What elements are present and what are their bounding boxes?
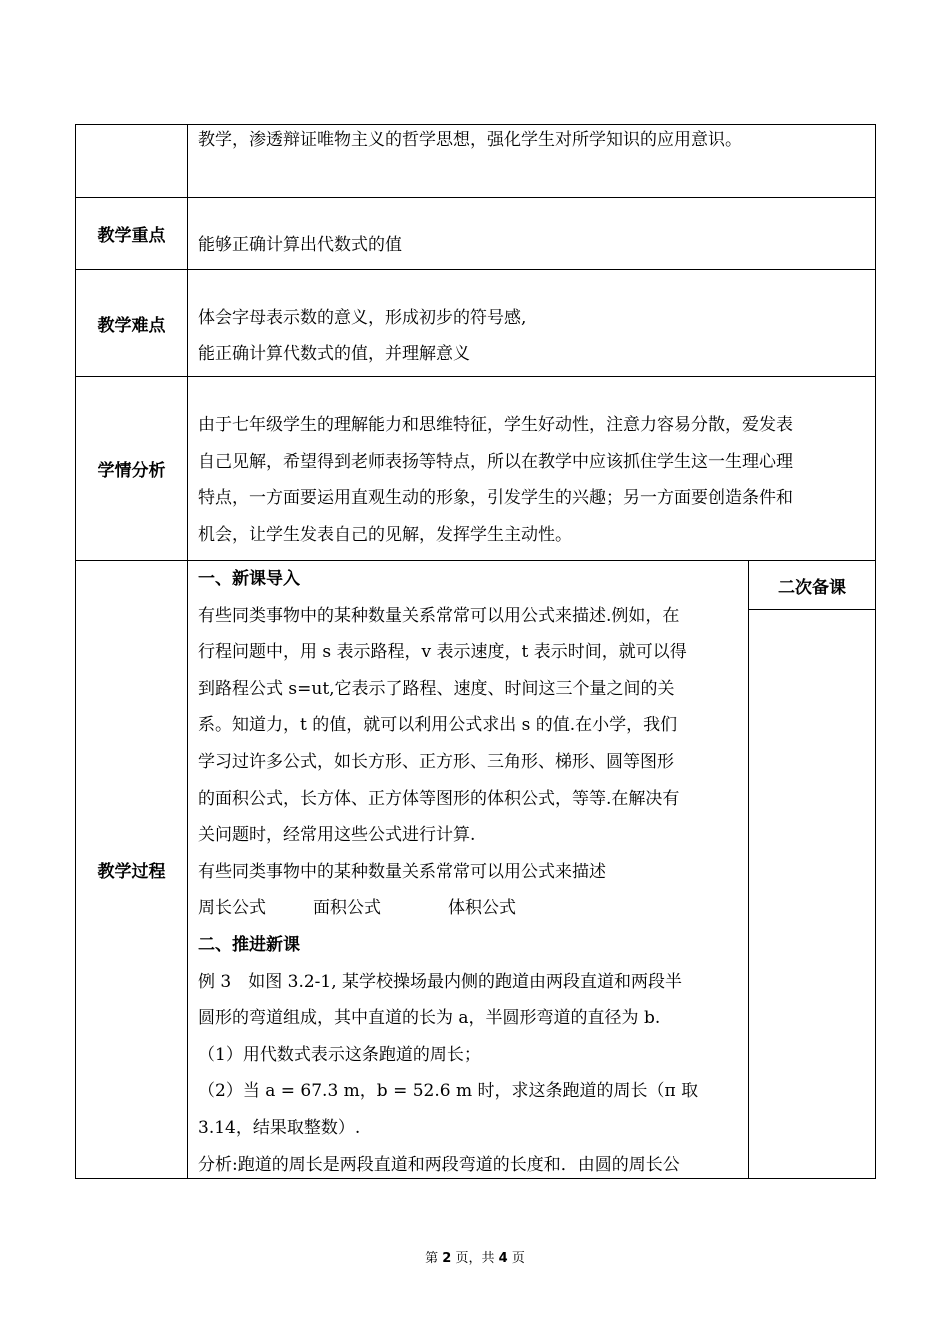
text-line: 能正确计算代数式的值，并理解意义 xyxy=(198,344,470,364)
text-line: 有些同类事物中的某种数量关系常常可以用公式来描述.例如，在 xyxy=(198,605,680,626)
text-line: 教学，渗透辩证唯物主义的哲学思想，强化学生对所学知识的应用意识。 xyxy=(198,130,742,150)
text-line: （1）用代数式表示这条跑道的周长； xyxy=(198,1044,481,1065)
footer-suffix: 页 xyxy=(511,1251,525,1266)
second-prep-column xyxy=(749,561,875,1178)
teaching-process-area xyxy=(188,561,875,1178)
row-label-teaching-process: 教学过程 xyxy=(76,561,188,1178)
formula-item: 周长公式 xyxy=(198,898,266,919)
total-page-number: 4 xyxy=(498,1251,508,1266)
section-heading: 二、推进新课 xyxy=(198,934,300,955)
text-line: 自己见解，希望得到老师表扬等特点，所以在教学中应该抓住学生这一生理心理 xyxy=(198,451,793,472)
teaching-process-cell xyxy=(188,561,749,1178)
current-page-number: 2 xyxy=(442,1251,452,1266)
text-line: 由于七年级学生的理解能力和思维特征，学生好动性，注意力容易分散，爱发表 xyxy=(198,415,793,435)
row-label-key-point: 教学重点 xyxy=(76,198,188,269)
difficulty-cell xyxy=(188,270,875,376)
lesson-plan-table xyxy=(75,124,876,1179)
text-line: 体会字母表示数的意义，形成初步的符号感, xyxy=(198,308,527,328)
page-footer xyxy=(0,1247,950,1266)
text-line: （2）当 a = 67.3 m，b = 52.6 m 时，求这条跑道的周长（π 取 xyxy=(198,1081,699,1102)
table-row xyxy=(76,560,875,1178)
student-analysis-cell xyxy=(188,377,875,560)
text-line: 学习过许多公式，如长方形、正方形、三角形、梯形、圆等图形 xyxy=(198,751,674,772)
section-heading: 一、新课导入 xyxy=(198,569,300,589)
text-line: 到路程公式 s=ut,它表示了路程、速度、时间这三个量之间的关 xyxy=(198,678,675,699)
row-label-empty xyxy=(76,125,188,197)
text-line: 关问题时，经常用这些公式进行计算. xyxy=(198,825,476,846)
teaching-goal-cell xyxy=(188,125,875,197)
table-row xyxy=(76,125,875,197)
key-point-cell xyxy=(188,198,875,269)
footer-prefix: 第 xyxy=(425,1251,439,1266)
text-line: 系。知道力，t 的值，就可以利用公式求出 s 的值.在小学，我们 xyxy=(198,715,678,736)
text-line: 例 3 如图 3.2-1, 某学校操场最内侧的跑道由两段直道和两段半 xyxy=(198,971,683,992)
table-row xyxy=(76,197,875,269)
text-line: 能够正确计算出代数式的值 xyxy=(198,235,402,255)
text-line: 圆形的弯道组成，其中直道的长为 a，半圆形弯道的直径为 b. xyxy=(198,1008,661,1029)
table-row xyxy=(76,376,875,560)
text-line: 特点，一方面要运用直观生动的形象，引发学生的兴趣；另一方面要创造条件和 xyxy=(198,488,793,508)
formula-item: 体积公式 xyxy=(448,898,516,919)
row-label-student-analysis: 学情分析 xyxy=(76,377,188,560)
formula-item: 面积公式 xyxy=(313,898,381,919)
row-label-difficulty: 教学难点 xyxy=(76,270,188,376)
text-line: 3.14，结果取整数）. xyxy=(198,1117,361,1138)
footer-mid: 页，共 xyxy=(455,1251,495,1266)
text-line: 分析:跑道的周长是两段直道和两段弯道的长度和．由圆的周长公 xyxy=(198,1154,680,1175)
text-line: 机会，让学生发表自己的见解，发挥学生主动性。 xyxy=(198,524,572,545)
second-prep-header: 二次备课 xyxy=(749,561,875,610)
text-line: 行程问题中，用 s 表示路程，v 表示速度，t 表示时间，就可以得 xyxy=(198,642,687,663)
formula-list xyxy=(198,890,740,927)
text-line: 有些同类事物中的某种数量关系常常可以用公式来描述 xyxy=(198,861,606,882)
table-row xyxy=(76,269,875,376)
text-line: 的面积公式，长方体、正方体等图形的体积公式，等等.在解决有 xyxy=(198,788,680,809)
